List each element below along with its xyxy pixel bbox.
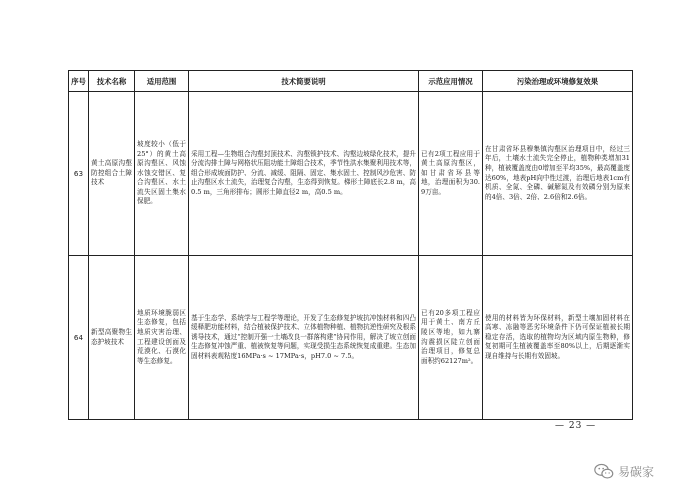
header-demo: 示范应用情况 <box>419 71 483 92</box>
header-effect: 污染治理或环境修复效果 <box>483 71 633 92</box>
row-scope: 坡度较小（低于25°）的黄土高原沟壑区、风蚀水蚀交错区、复合沟壑区、水土流失区固土集水保肥。 <box>135 92 189 256</box>
watermark <box>594 463 654 480</box>
header-scope: 适用范围 <box>135 71 189 92</box>
table-header-row <box>69 71 633 92</box>
row-seq: 64 <box>69 256 89 420</box>
row-seq: 63 <box>69 92 89 256</box>
row-description: 基于生态学、系统学与工程学等理论，开发了生态修复护坡抗冲蚀材料和四凸缓释肥功能材料，结合植被保护技术、立体植物种植、植物抗逆性研究及根系诱导技术，通过“控制开强一土壤改良一群落构建”协同作用，解决了坡立创面生态修复冲蚀严重、植被恢复等问题，实现受损生态系统恢复成重建。生态加固材料表观粘度16MPa·s ~ 17MPa·s，pH7.0 ~ 7.5。 <box>189 256 419 420</box>
table-row <box>69 92 633 256</box>
row-demo: 已有2项工程应用于黄土高原沟壑区，如甘肃省环县等地，治理面积为30.9万亩。 <box>419 92 483 256</box>
page-number: — 23 — <box>555 421 597 431</box>
row-demo: 已有20多项工程应用于黄土、南方丘陵区等地，如九寨沟震损区陡立创面治理项目，修复总面积约62127m²。 <box>419 256 483 420</box>
wechat-icon <box>594 463 614 480</box>
row-tech-name: 新型高聚物生态护坡技术 <box>89 256 135 420</box>
header-seq: 序号 <box>69 71 89 92</box>
table-row <box>69 256 633 420</box>
watermark-text: 易碳家 <box>618 465 655 479</box>
row-scope: 地质环境脆弱区生态修复，包括地质灾害治理、工程建设创面及荒漠化、石漠化等生态修复。 <box>135 256 189 420</box>
row-effect: 使用的材料皆为环保材料，新型土壤加固材料在高寒、冻融等恶劣环境条件下仍可保证植被长期稳定存活，选取的植物均为区域内原生物种，修复初期可生植被覆盖率至80%以上，后期逐渐实现自维持与长期有效固坡。 <box>483 256 633 420</box>
row-tech-name: 黄土高原沟壑防控组合土障技术 <box>89 92 135 256</box>
header-description: 技术简要说明 <box>189 71 419 92</box>
header-tech-name: 技术名称 <box>89 71 135 92</box>
row-description: 采用工程—生物组合沟壑封顶技术、沟壑锁护技术、沟壑边坡绿化技术，提升分流沟排土障与网格状压阻功能土障组合技术，季节性洪水集聚利用技术等，组合形成坡面防护、分流、减缓、阻隔、固定、集水固土、控制风沙危害、防止沟壑区水土流失，治理复合沟壑，生态得到恢复。梯形土障底长2.8 m，高0.5 m，三角形排布；圆形土障直径2 m，高0.5 m。 <box>189 92 419 256</box>
technology-table <box>68 70 633 420</box>
row-effect: 在甘肃省环县穆集镇沟壑区治理项目中，经过三年后，土壤水土流失完全停止，植物种类增加31种，植被覆盖度由0增加至平均35%，最高覆盖度达60%，地表pH向中性过渡，治理后地表1cm有机质、全氮、全磷、碱解氮及有效磷分别为原来的4倍、3倍、2倍、2.6倍和2.6倍。 <box>483 92 633 256</box>
